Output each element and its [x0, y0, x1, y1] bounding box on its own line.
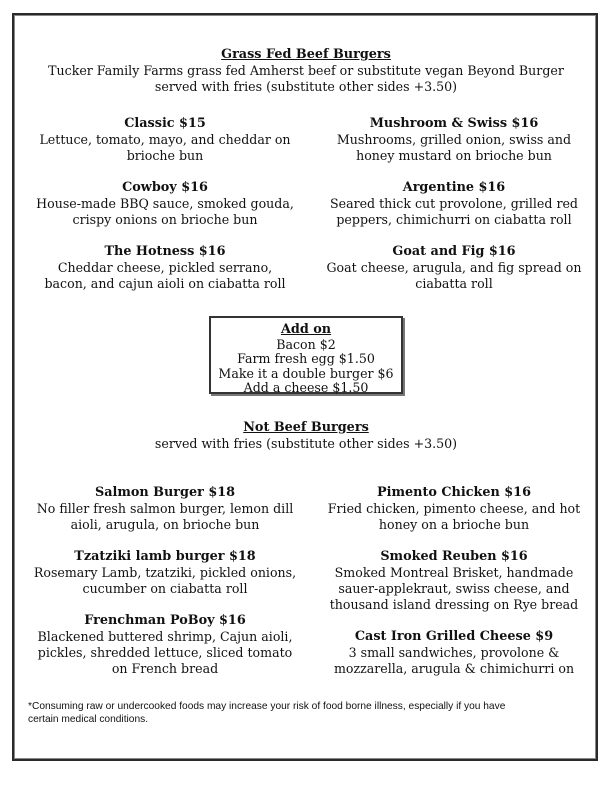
item-desc: honey on a brioche bun — [378, 517, 530, 532]
menu-item-the-hotness — [22, 244, 308, 292]
item-name: Classic $15 — [124, 116, 206, 131]
item-desc: thousand island dressing on Rye bread — [329, 597, 579, 612]
item-desc: No filler fresh salmon burger, lemon dill — [36, 501, 294, 516]
item-desc: Smoked Montreal Brisket, handmade — [334, 565, 574, 580]
item-name: Cowboy $16 — [122, 180, 208, 195]
item-desc: brioche bun — [126, 148, 204, 163]
item-name: Mushroom & Swiss $16 — [369, 116, 539, 131]
item-desc: Lettuce, tomato, mayo, and cheddar on — [39, 132, 291, 147]
menu-item-grilled-cheese — [312, 629, 596, 677]
item-name: Frenchman PoBoy $16 — [84, 613, 246, 628]
section-title: Grass Fed Beef Burgers — [221, 47, 391, 62]
item-name: Goat and Fig $16 — [392, 244, 516, 259]
menu-item-classic — [22, 116, 308, 164]
menu-item-frenchman-poboy — [22, 613, 308, 677]
section-subtitle: served with fries (substitute other sides +3.50) — [154, 436, 458, 451]
item-desc: sauer-applekraut, swiss cheese, and — [338, 581, 570, 596]
item-desc: peppers, chimichurri on ciabatta roll — [336, 212, 572, 227]
item-desc: cucumber on ciabatta roll — [82, 581, 248, 596]
item-desc: Fried chicken, pimento cheese, and hot — [327, 501, 581, 516]
item-desc: Blackened buttered shrimp, Cajun aioli, — [37, 629, 293, 644]
item-desc: on French bread — [111, 661, 219, 676]
beef-section-header — [0, 47, 612, 95]
menu-item-mushroom-swiss — [312, 116, 596, 164]
section-subtitle: Tucker Family Farms grass fed Amherst beef or substitute vegan Beyond Burger — [48, 63, 564, 78]
section-subtitle: served with fries (substitute other sides +3.50) — [154, 79, 458, 94]
menu-item-cowboy — [22, 180, 308, 228]
item-desc: honey mustard on brioche bun — [356, 148, 552, 163]
notbeef-section-header — [0, 420, 612, 452]
item-desc: Cheddar cheese, pickled serrano, — [57, 260, 273, 275]
item-desc: 3 small sandwiches, provolone & — [348, 645, 560, 660]
item-desc: mozzarella, arugula & chimichurri on — [333, 661, 575, 676]
item-name: Cast Iron Grilled Cheese $9 — [354, 629, 554, 644]
item-desc: pickles, shredded lettuce, sliced tomato — [37, 645, 293, 660]
item-name: Tzatziki lamb burger $18 — [74, 549, 256, 564]
item-desc: Rosemary Lamb, tzatziki, pickled onions, — [33, 565, 297, 580]
addon-line: Bacon $2 — [276, 336, 336, 352]
item-desc: Mushrooms, grilled onion, swiss and — [336, 132, 572, 147]
addon-line: Farm fresh egg $1.50 — [237, 351, 375, 366]
menu-item-smoked-reuben — [312, 549, 596, 613]
item-name: Pimento Chicken $16 — [377, 485, 531, 500]
addon-title: Add on — [280, 322, 332, 337]
item-desc: ciabatta roll — [415, 276, 493, 291]
section-title: Not Beef Burgers — [243, 420, 369, 435]
item-name: Salmon Burger $18 — [94, 485, 236, 500]
item-desc: House-made BBQ sauce, smoked gouda, — [36, 196, 294, 211]
addon-box — [209, 316, 403, 394]
item-desc: bacon, and cajun aioli on ciabatta roll — [44, 276, 286, 291]
item-name: Argentine $16 — [402, 180, 506, 195]
menu-item-goat-fig — [312, 244, 596, 292]
menu-item-pimento-chicken — [312, 485, 596, 533]
menu-item-salmon-burger — [22, 485, 308, 533]
addon-line: Add a cheese $1.50 — [243, 380, 369, 395]
addon-line: Make it a double burger $6 — [218, 365, 394, 381]
disclaimer-line: *Consuming raw or undercooked foods may increase your risk of food borne illness, especially if you have — [28, 701, 506, 712]
disclaimer-line: certain medical conditions. — [28, 714, 149, 725]
item-desc: Goat cheese, arugula, and fig spread on — [326, 260, 582, 275]
menu-item-tzatziki-lamb — [22, 549, 308, 597]
disclaimer — [28, 700, 588, 726]
item-desc: crispy onions on brioche bun — [72, 212, 258, 227]
item-desc: Seared thick cut provolone, grilled red — [329, 196, 578, 211]
item-name: The Hotness $16 — [104, 244, 226, 259]
item-desc: aioli, arugula, on brioche bun — [70, 517, 260, 532]
menu-item-argentine — [312, 180, 596, 228]
item-name: Smoked Reuben $16 — [380, 549, 528, 564]
